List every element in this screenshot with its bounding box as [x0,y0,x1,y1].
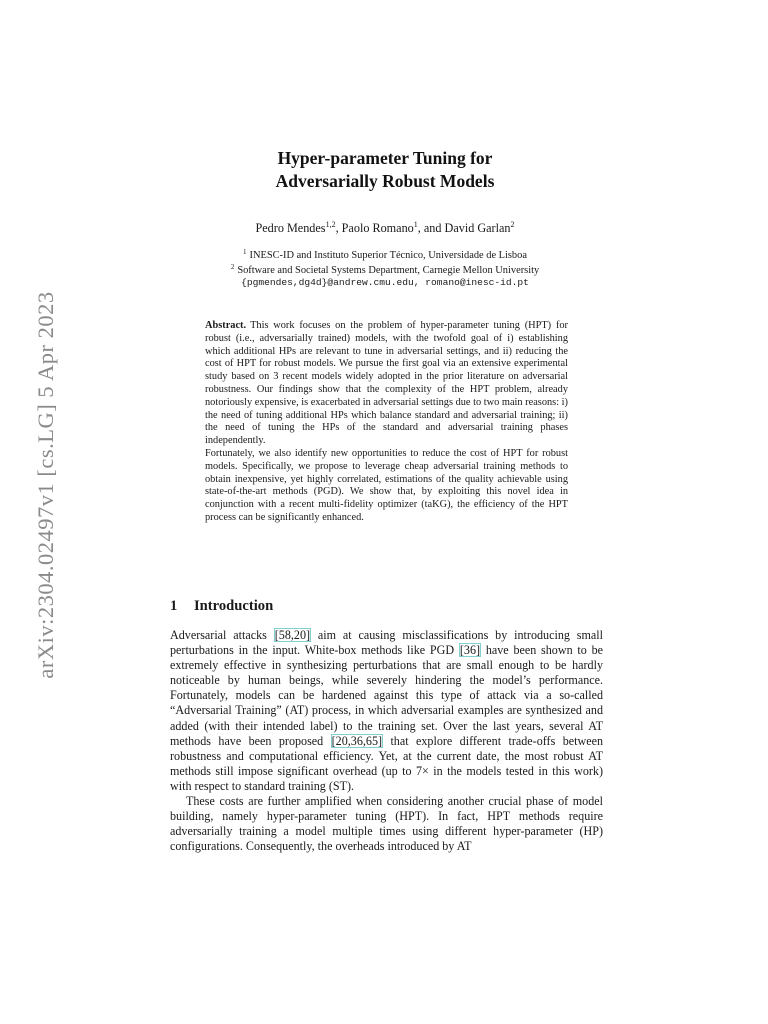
section-heading [170,597,273,615]
affiliation-1 [150,246,620,262]
affiliation-text: Software and Societal Systems Department, Carnegie Mellon University [237,265,540,276]
intro-text: that explore different trade-offs between robustness and computational efficiency. Yet, at the current date, the most robust AT methods still impose significant overhead (up to 7× in the models tested in this work) with respect to standard training (ST). [170,733,603,793]
intro-paragraph-1 [170,628,603,794]
author-name: Paolo Romano [341,221,414,235]
introduction-body [170,628,603,854]
author-emails: {pgmendes,dg4d}@andrew.cmu.edu, romano@inesc-id.pt [241,277,529,288]
intro-text: Adversarial attacks [170,628,274,642]
author-name: David Garlan [444,221,511,235]
abstract-label: Abstract. [205,320,247,331]
title-line-1: Hyper-parameter Tuning for [277,148,493,168]
affiliation-text: INESC-ID and Instituto Superior Técnico, Universidade de Lisboa [249,250,527,261]
arxiv-stamp [34,280,58,690]
title-line-2: Adversarially Robust Models [275,171,495,191]
affiliation-mark: 2 [230,263,235,271]
intro-text: have been shown to be extremely effective in synthesizing perturbations that are small enough to be hardly noticeable by human beings, while severely hindering the model’s performance. Fortunately, models can be hardened against this type of attack via a so-called “Adversarial Training” (AT) process, in which adversarial examples are synthesized and added (with their intended label) to the training set. Over the last years, several AT methods have been proposed [170,643,604,748]
affiliation-2 [150,261,620,277]
author-affil-mark: 2 [510,220,515,229]
section-title: Introduction [194,598,274,614]
author-list: Pedro Mendes$^{1,2}$, Paolo Romano$^1$, and David Garlan$^2$ [255,220,515,235]
author-affil-mark: 1 [413,220,418,229]
abstract-paragraph-1 [205,320,568,448]
affiliation-mark: 1 [243,248,247,256]
author-separator: , and [417,221,445,235]
section-number: 1 [170,598,178,614]
citation-link[interactable]: [58,20] [274,628,311,642]
arxiv-stamp-text: arXiv:2304.02497v1 [cs.LG] 5 Apr 2023 [33,291,58,679]
abstract-paragraph-2: Fortunately, we also identify new opportunities to reduce the cost of HPT for robust models. Specifically, we propose to leverage cheap adversarial training methods to obtain inexpensive, yet highly correlated, estimations of the quality achievable using state-of-the-art methods (PGD). We show that, by exploiting this novel idea in conjunction with a recent multi-fidelity optimizer (taKG), the efficiency of the HPT process can be significantly enhanced. [205,447,568,523]
author-affil-mark: 1,2 [325,220,336,229]
paper-title [180,147,590,193]
intro-paragraph-2: These costs are further amplified when considering another crucial phase of model building, namely hyper-parameter tuning (HPT). In fact, HPT methods require adversarially training a model multiple times using different hyper-parameter (HP) configurations. Consequently, the overheads introduced by AT [170,794,603,854]
abstract [205,320,568,525]
citation-link[interactable]: [20,36,65] [331,733,383,748]
abstract-text-1: This work focuses on the problem of hyper-parameter tuning (HPT) for robust (i.e., adversarially trained) models, with the twofold goal of i) establishing which additional HPs are relevant to tune in adversarial settings, and ii) reducing the cost of HPT for robust models. We pursue the first goal via an extensive experimental study based on 3 recent models widely adopted in the prior literature on adversarial robustness. Our findings show that the complexity of the HPT problem, already notoriously expensive, is exacerbated in adversarial settings due to two main reasons: i) the need of tuning additional HPs which balance standard and adversarial training; ii) the need of tuning the HPs of the standard and adversarial training phases independently. [205,320,568,447]
author-name: Pedro Mendes [255,221,326,235]
intro-text: aim at causing misclassifications by introducing small perturbations in the input. White-box methods like PGD [170,628,603,658]
citation-link[interactable]: [36] [459,643,481,658]
